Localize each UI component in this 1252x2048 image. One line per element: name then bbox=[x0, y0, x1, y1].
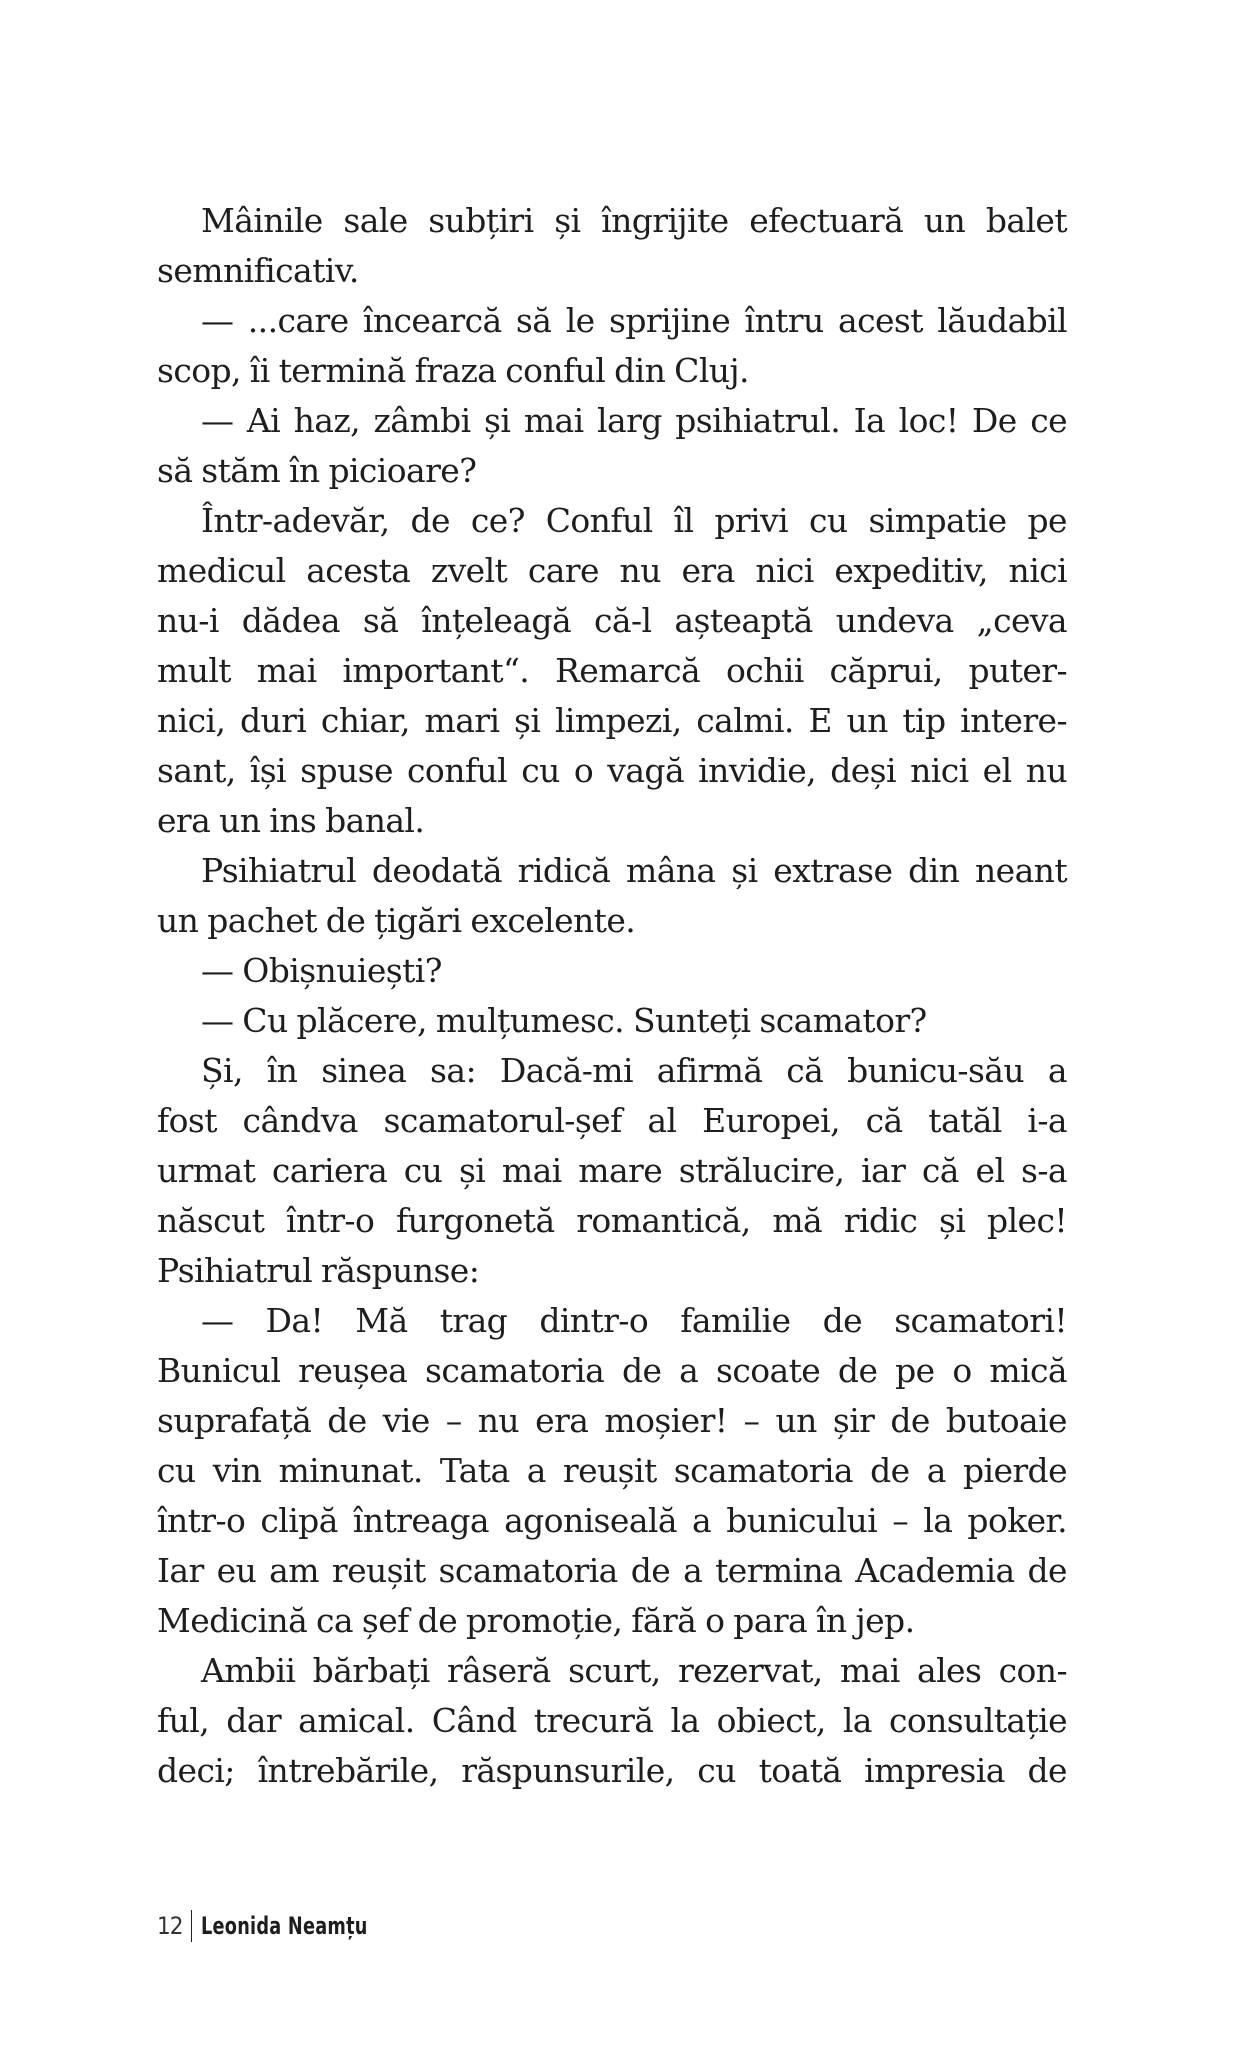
footer-separator bbox=[191, 1910, 192, 1942]
text-line: — Ai haz, zâmbi și mai larg psihiatrul. Ia loc! De ce bbox=[201, 401, 1067, 440]
text-line: — Cu plăcere, mulțumesc. Sunteți scamator? bbox=[201, 1001, 927, 1040]
text-line: un pachet de țigări excelente. bbox=[157, 901, 636, 940]
text-line: Psihiatrul deodată ridică mâna și extrase din neant bbox=[201, 851, 1067, 890]
text-line: suprafață de vie – nu era moșier! – un șir de butoaie bbox=[157, 1401, 1067, 1440]
text-line: — ...care încearcă să le sprijine întru acest lăudabil bbox=[201, 301, 1067, 340]
text-line: să stăm în picioare? bbox=[157, 451, 477, 490]
text-line: medicul acesta zvelt care nu era nici expeditiv, nici bbox=[157, 551, 1067, 590]
text-line: cu vin minunat. Tata a reușit scamatoria de a pierde bbox=[157, 1451, 1067, 1490]
text-line: ful, dar amical. Când trecură la obiect, la consultație bbox=[157, 1701, 1067, 1740]
text-line: scop, îi termină fraza conful din Cluj. bbox=[157, 351, 749, 390]
text-line: Într-adevăr, de ce? Conful îl privi cu simpatie pe bbox=[201, 501, 1067, 540]
text-line: fost cândva scamatorul-șef al Europei, că tatăl i-a bbox=[157, 1101, 1067, 1140]
text-line: Bunicul reușea scamatoria de a scoate de pe o mică bbox=[157, 1351, 1067, 1390]
page-number: 12 bbox=[157, 1912, 183, 1940]
text-line: — Obișnuiești? bbox=[201, 951, 442, 990]
text-line: urmat cariera cu și mai mare strălucire, iar că el s-a bbox=[157, 1151, 1067, 1190]
text-line: nici, duri chiar, mari și limpezi, calmi. E un tip intere- bbox=[157, 701, 1067, 740]
author-name: Leonida Neamțu bbox=[201, 1912, 369, 1940]
text-line: mult mai important“. Remarcă ochii căprui, puter- bbox=[157, 651, 1067, 690]
text-line: semnificativ. bbox=[157, 251, 359, 290]
text-line: deci; întrebările, răspunsurile, cu toată impresia de bbox=[157, 1751, 1067, 1790]
page-body bbox=[157, 196, 1067, 1796]
text-line: într-o clipă întreaga agoniseală a bunicului – la poker. bbox=[157, 1501, 1067, 1540]
text-line: Iar eu am reușit scamatoria de a termina Academia de bbox=[157, 1551, 1067, 1590]
text-line: — Da! Mă trag dintr-o familie de scamatori! bbox=[201, 1301, 1067, 1340]
text-line: Ambii bărbați râseră scurt, rezervat, mai ales con- bbox=[201, 1651, 1067, 1690]
page-footer bbox=[157, 1910, 405, 1942]
text-line: Medicină ca șef de promoție, fără o para în jep. bbox=[157, 1601, 915, 1640]
text-line: născut într-o furgonetă romantică, mă ridic și plec! bbox=[157, 1201, 1067, 1240]
text-line: sant, își spuse conful cu o vagă invidie, deși nici el nu bbox=[157, 751, 1067, 790]
text-line: era un ins banal. bbox=[157, 801, 425, 840]
text-line: nu-i dădea să înțeleagă că-l așteaptă undeva „ceva bbox=[157, 601, 1067, 640]
text-line: Psihiatrul răspunse: bbox=[157, 1251, 480, 1290]
text-line: Și, în sinea sa: Dacă-mi afirmă că bunicu-său a bbox=[201, 1051, 1067, 1090]
text-line: Mâinile sale subțiri și îngrijite efectuară un balet bbox=[201, 201, 1067, 240]
